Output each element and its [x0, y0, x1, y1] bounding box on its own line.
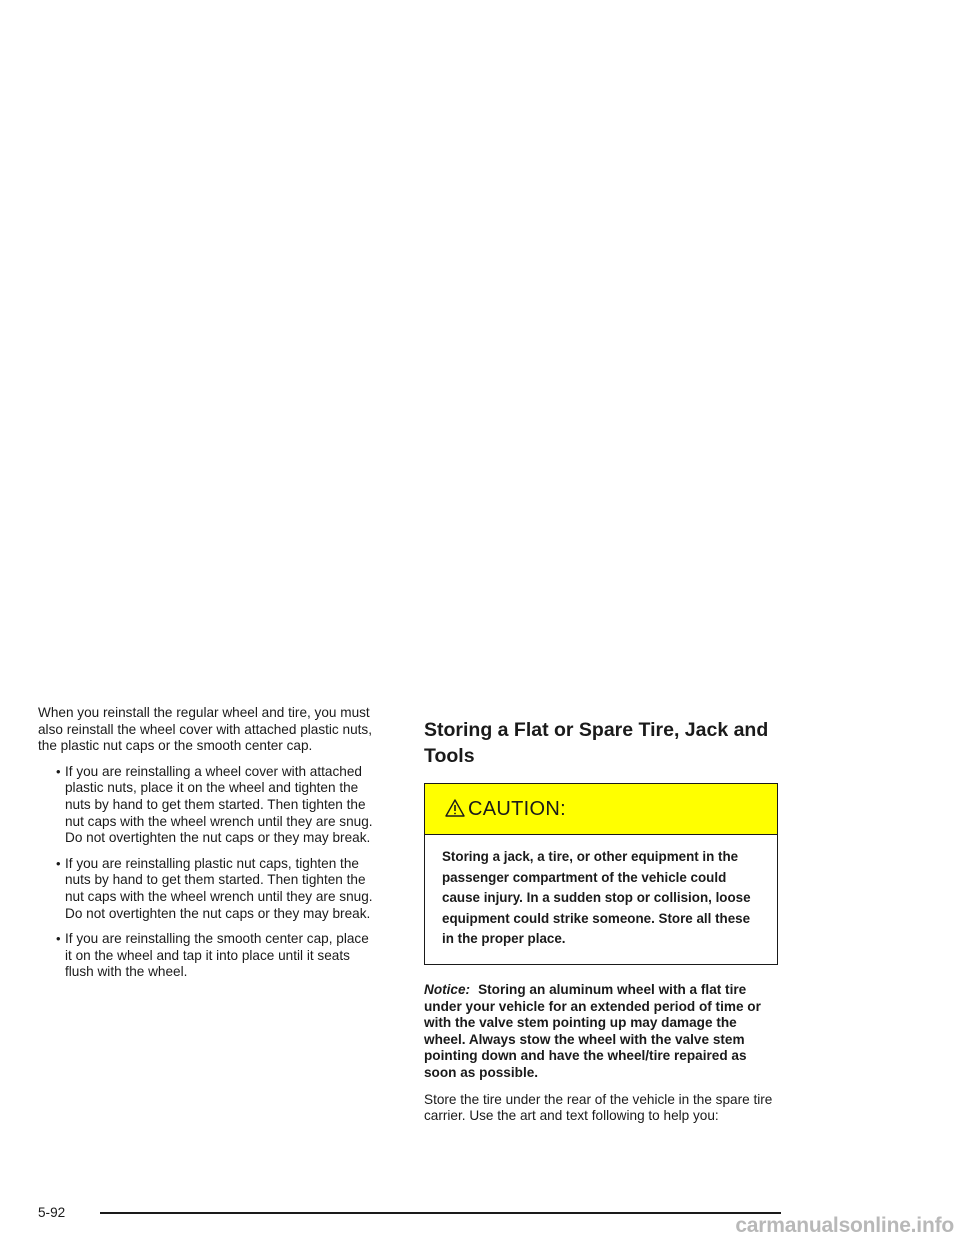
list-item-text: If you are reinstalling the smooth center cap, place it on the wheel and tap it into place until it seats flush with the wheel.	[65, 931, 369, 980]
notice-label: Notice:	[424, 981, 471, 997]
list-item	[38, 931, 378, 981]
watermark-text: carmanualsonline.info	[735, 1214, 954, 1237]
bullet-icon: •	[56, 931, 61, 947]
list-item-text: If you are reinstalling a wheel cover with attached plastic nuts, place it on the wheel and tighten the nuts by hand to get them started. Then tighten the nut caps with the wheel wrench until they are snug. Do not overtighten the nut caps or they may break.	[65, 763, 373, 846]
list-item-text: If you are reinstalling plastic nut caps, tighten the nuts by hand to get them started. Then tighten the nut caps with the wheel wrench until they are snug. Do not overtighten the nut caps or they may break.	[65, 855, 373, 921]
bullet-icon: •	[56, 855, 61, 871]
intro-paragraph: When you reinstall the regular wheel and tire, you must also reinstall the wheel cover with attached plastic nuts, the plastic nut caps or the smooth center cap.	[38, 705, 372, 754]
left-column	[38, 705, 378, 990]
caution-title: CAUTION:	[468, 797, 566, 820]
caution-text: Storing a jack, a tire, or other equipment in the passenger compartment of the vehicle could cause injury. In a sudden stop or collision, loose equipment could strike someone. Store all these in the proper place.	[442, 849, 751, 947]
page-number: 5-92	[38, 1205, 66, 1220]
store-tire-paragraph: Store the tire under the rear of the vehicle in the spare tire carrier. Use the art and text following to help you:	[424, 1091, 773, 1124]
notice-text: Storing an aluminum wheel with a flat tire under your vehicle for an extended period of time or with the valve stem pointing up may damage the wheel. Always stow the wheel with the valve stem pointing down and have the wheel/tire repaired as soon as possible.	[424, 981, 761, 1080]
section-title: Storing a Flat or Spare Tire, Jack and Tools	[424, 719, 769, 767]
list-item	[38, 856, 378, 922]
bullet-icon: •	[56, 763, 61, 779]
list-item	[38, 764, 378, 847]
caution-icon	[444, 798, 466, 818]
footer-rule	[100, 1212, 781, 1214]
caution-box	[424, 783, 778, 965]
caution-header	[425, 784, 777, 835]
notice-paragraph	[424, 982, 780, 1082]
bullet-list	[38, 764, 378, 981]
right-column	[424, 717, 780, 1125]
